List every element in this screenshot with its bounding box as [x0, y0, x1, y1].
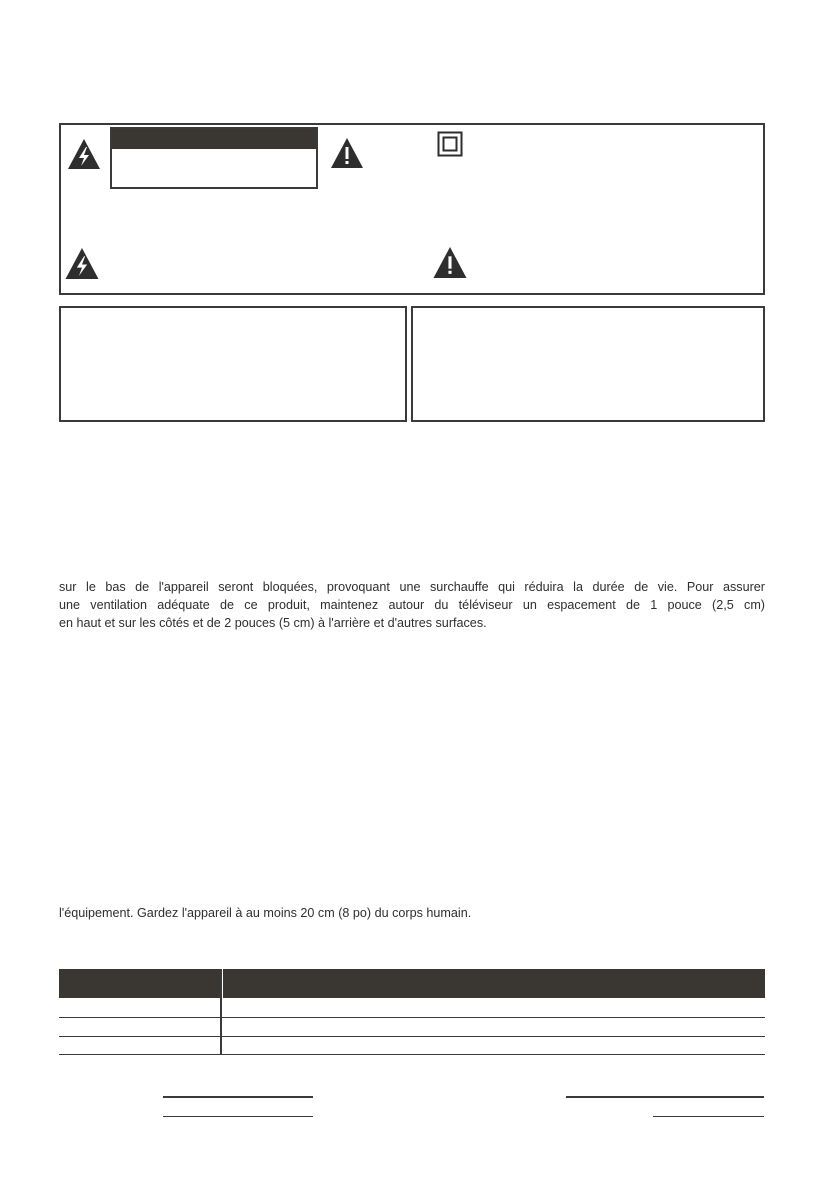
table-row-divider: [59, 1036, 765, 1037]
lightning-warning-icon: [64, 247, 100, 280]
caution-banner: [110, 127, 318, 189]
table-header-col-1: [59, 969, 220, 998]
exclamation-warning-icon: [432, 246, 468, 279]
lightning-warning-icon: [67, 138, 101, 170]
table-column-divider: [220, 969, 222, 1054]
exclamation-warning-icon: [330, 137, 364, 169]
table-row-divider: [59, 1017, 765, 1018]
fill-in-line: [653, 1116, 764, 1117]
notice-box-right: [411, 306, 765, 422]
ventilation-line-3: en haut et sur les côtés et de 2 pouces (5 cm) à l'arrière et d'autres surfaces.: [59, 616, 487, 630]
caution-banner-bar: [112, 129, 316, 149]
ventilation-line-1: sur le bas de l'appareil seront bloquées, provoquant une surchauffe qui réduira la durée de vie. Pour assurer: [59, 580, 765, 594]
fill-in-line: [163, 1096, 313, 1098]
notice-box-left: [59, 306, 407, 422]
fill-in-line: [163, 1116, 313, 1117]
table-header-col-2: [223, 969, 765, 998]
double-square-class-ii-icon: [437, 131, 463, 157]
ventilation-line-2: une ventilation adéquate de ce produit, maintenez autour du téléviseur un espacement de 1 pouce (2,5 cm): [59, 598, 765, 612]
fill-in-line: [566, 1096, 764, 1098]
table-row-divider: [59, 1054, 765, 1055]
rf-exposure-line: l'équipement. Gardez l'appareil à au moins 20 cm (8 po) du corps humain.: [59, 906, 472, 920]
